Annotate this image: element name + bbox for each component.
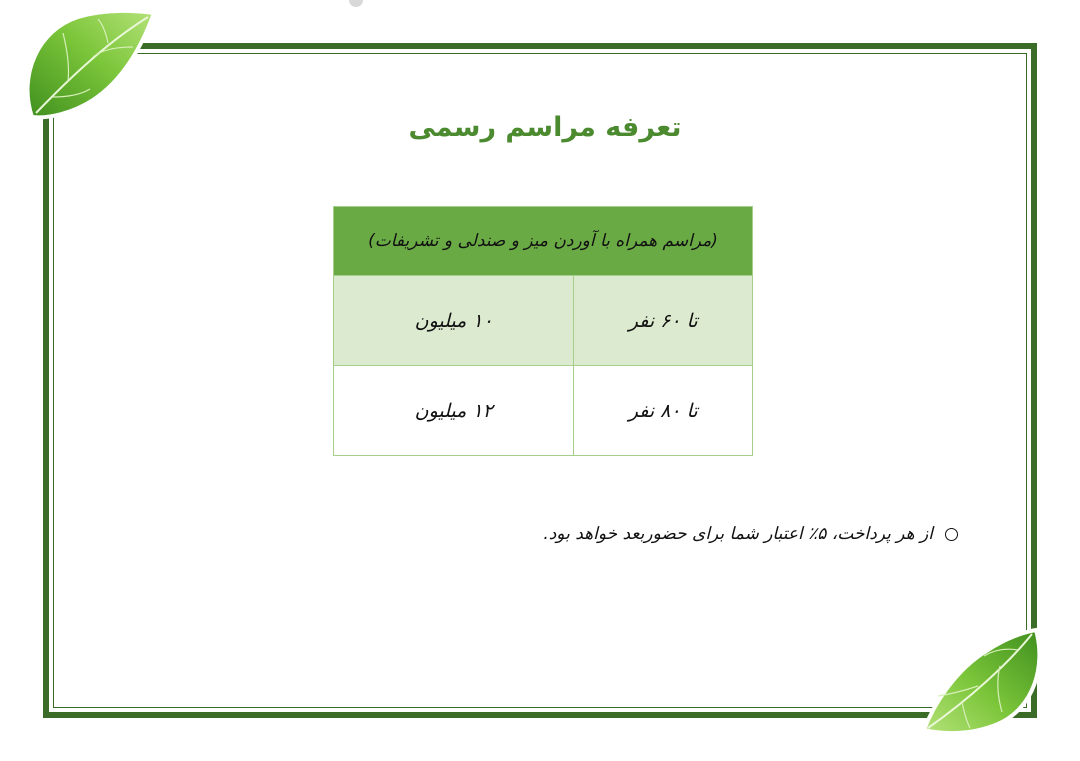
table-row: [334, 366, 753, 456]
price-cell: ۱۲ میلیون: [334, 366, 574, 456]
price-cell: ۱۰ میلیون: [334, 276, 574, 366]
bullet-circle-icon: [945, 528, 958, 541]
tariff-table: [333, 206, 753, 456]
people-count-cell: تا ۶۰ نفر: [574, 276, 753, 366]
top-decoration: [349, 0, 363, 7]
table-header-row: [334, 207, 753, 276]
payment-note: [480, 524, 958, 544]
leaf-top-left-icon: [18, 5, 158, 123]
people-count-cell: تا ۸۰ نفر: [574, 366, 753, 456]
payment-note-text: از هر پرداخت، ۵٪ اعتبار شما برای حضوربعد خواهد بود.: [543, 524, 933, 544]
table-row: [334, 276, 753, 366]
page-title: تعرفه مراسم رسمی: [408, 112, 682, 143]
leaf-bottom-right-icon: [918, 626, 1046, 738]
table-header: (مراسم همراه با آوردن میز و صندلی و تشریفات): [334, 207, 753, 276]
